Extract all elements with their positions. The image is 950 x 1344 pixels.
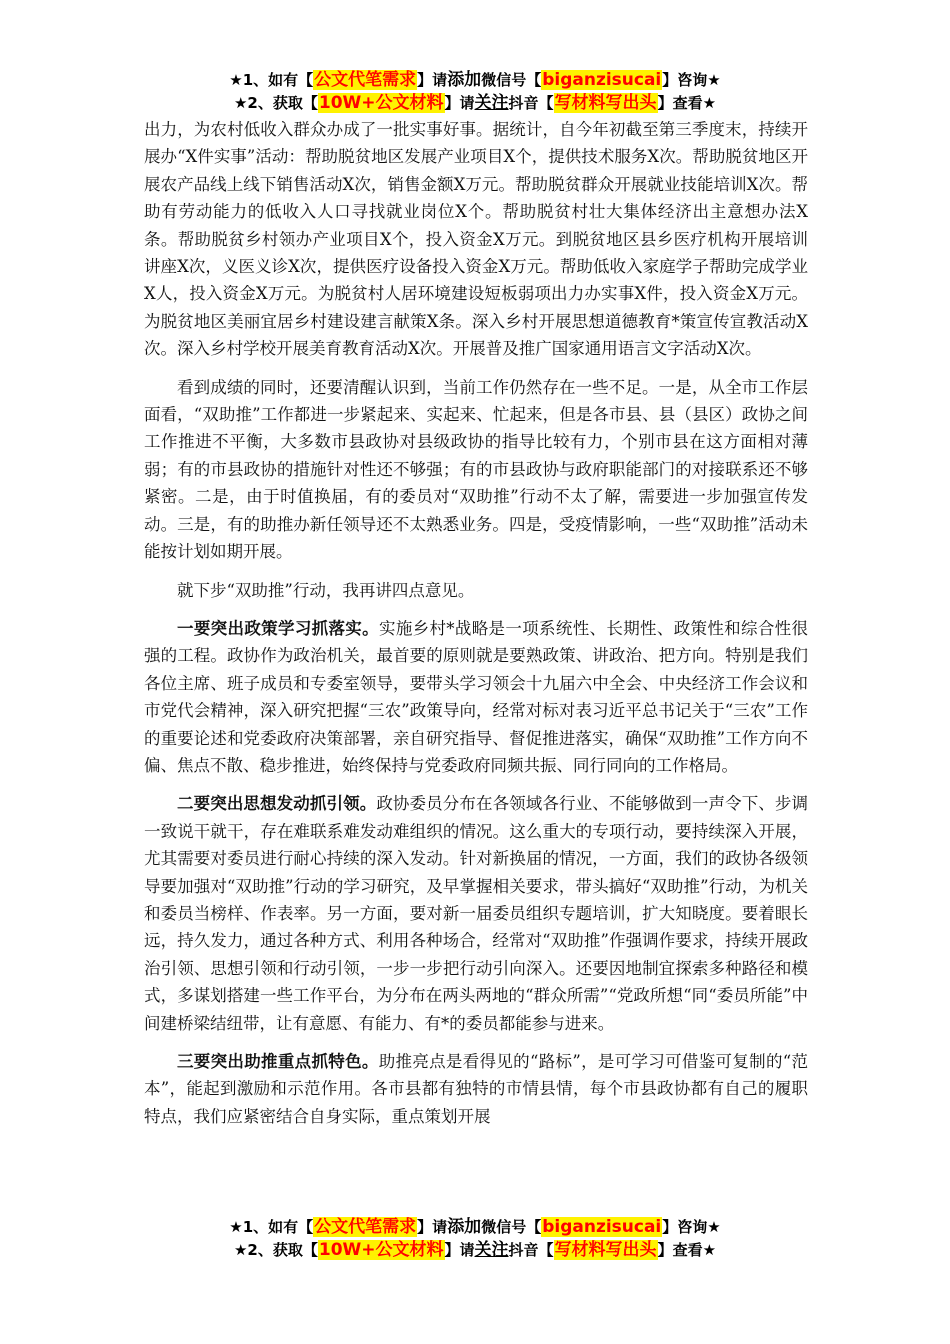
footer-banner — [0, 1216, 950, 1262]
paragraph — [144, 615, 808, 779]
banner-emphasis: 添加 — [447, 1217, 482, 1237]
banner-text: ★1、如有【 — [229, 71, 314, 89]
section-heading: 三要突出助推重点抓特色。 — [177, 1052, 379, 1071]
banner-text: ★1、如有【 — [229, 1218, 314, 1236]
banner-text: 】请 — [444, 1241, 475, 1259]
banner-text: ★2、获取【 — [233, 94, 318, 112]
banner-emphasis: 关注 — [474, 93, 509, 113]
section-heading: 二要突出思想发动抓引领。 — [177, 794, 377, 814]
banner-text: 】查看★ — [657, 94, 717, 112]
document-body — [144, 116, 808, 1141]
banner-douyin-id: 写材料写出头 — [554, 93, 657, 113]
banner-text: 】咨询★ — [662, 71, 721, 89]
banner-text: 抖音【 — [508, 94, 554, 112]
banner-highlight: 公文代笔需求 — [314, 70, 417, 90]
banner-line-2 — [0, 92, 950, 115]
banner-text: 微信号【 — [481, 1218, 542, 1236]
paragraph — [144, 1048, 808, 1130]
banner-text: ★2、获取【 — [233, 1241, 318, 1259]
paragraph-text: 助推亮点是看得见的“路标”，是可学习可借鉴可复制的“范本”，能起到激励和示范作用。各市县都有独特的市情县情，每个市县政协都有自己的履职特点，我们应紧密结合自身实际，重点策划开展 — [144, 1052, 809, 1126]
banner-douyin-id: 写材料写出头 — [554, 1240, 657, 1260]
banner-text: 】咨询★ — [662, 1218, 721, 1236]
banner-text: 】请 — [444, 94, 475, 112]
banner-text: 】查看★ — [657, 1241, 717, 1259]
banner-emphasis: 关注 — [474, 1240, 509, 1260]
banner-text: 】请 — [417, 1218, 448, 1236]
header-banner — [0, 69, 950, 115]
paragraph: 出力，为农村低收入群众办成了一批实事好事。据统计，自今年初截至第三季度末，持续开展办“X件实事”活动：帮助脱贫地区发展产业项目X个，提供技术服务X次。帮助脱贫地区开展农产品线上线下销售活动X次，销售金额X万元。帮助脱贫群众开展就业技能培训X次。帮助有劳动能力的低收入人口寻找就业岗位X个。帮助脱贫村壮大集体经济出主意想办法X条。帮助脱贫乡村领办产业项目X个，投入资金X万元。到脱贫地区县乡医疗机构开展培训讲座X次，义医义诊X次，提供医疗设备投入资金X万元。帮助低收入家庭学子帮助完成学业X人，投入资金X万元。为脱贫村人居环境建设短板弱项出力办实事X件，投入资金X万元。为脱贫地区美丽宜居乡村建设建言献策X条。深入乡村开展思想道德教育*策宣传宣教活动X次。深入乡村学校开展美育教育活动X次。开展普及推广国家通用语言文字活动X次。 — [144, 120, 808, 359]
banner-line-1 — [0, 1216, 950, 1239]
banner-wechat-id: biganzisucai — [542, 1217, 662, 1237]
paragraph-text: 政协委员分布在各领域各行业、不能够做到一声令下、步调一致说干就干，存在难联系难发动难组织的情况。这么重大的专项行动，要持续深入开展，尤其需要对委员进行耐心持续的深入发动。针对新换届的情况，一方面，我们的政协各级领导要加强对“双助推”行动的学习研究，及早掌握相关要求，带头搞好“双助推”行动，为机关和委员当榜样、作表率。另一方面，要对新一届委员组织专题培训，扩大知晓度。要着眼长远，持久发力，通过各种方式、利用各种场合，经常对“双助推”作强调作要求，持续开展政治引领、思想引领和行动引领，一步一步把行动引向深入。还要因地制宜探索多种路径和模式，多谋划搭建一些工作平台，为分布在两头两地的“群众所需”“党政所想“同“委员所能”中间建桥梁结纽带，让有意愿、有能力、有*的委员都能参与进来。 — [144, 794, 809, 1033]
banner-highlight: 10W+公文材料 — [318, 93, 444, 113]
banner-text: 】请 — [417, 71, 448, 89]
paragraph: 看到成绩的同时，还要清醒认识到，当前工作仍然存在一些不足。一是，从全市工作层面看，“双助推”工作都进一步紧起来、实起来、忙起来，但是各市县、县（县区）政协之间工作推进不平衡，大多数市县政协对县级政协的指导比较有力，个别市县在这方面相对薄弱；有的市县政协的措施针对性还不够强；有的市县政协与政府职能部门的对接联系还不够紧密。二是，由于时值换届，有的委员对“双助推”行动不太了解，需要进一步加强宣传发动。三是，有的助推办新任领导还不太熟悉业务。四是，受疫情影响，一些“双助推”活动未能按计划如期开展。 — [144, 377, 808, 562]
paragraph: 就下步“双助推”行动，我再讲四点意见。 — [177, 580, 475, 600]
banner-line-2 — [0, 1239, 950, 1262]
banner-line-1 — [0, 69, 950, 92]
banner-emphasis: 添加 — [447, 70, 482, 90]
paragraph-text: 实施乡村*战略是一项系统性、长期性、政策性和综合性很强的工程。政协作为政治机关，最首要的原则就是要熟政策、讲政治、把方向。特别是我们各位主席、班子成员和专委室领导，要带头学习领会十九届六中全会、中央经济工作会议和市党代会精神，深入研究把握“三农”政策导向，经常对标对表习近平总书记关于“三农”工作的重要论述和党委政府决策部署，亲自研究指导、督促推进落实，确保“双助推”工作方向不偏、焦点不散、稳步推进，始终保持与党委政府同频共振、同行同向的工作格局。 — [144, 618, 809, 775]
paragraph — [144, 790, 808, 1037]
banner-wechat-id: biganzisucai — [542, 70, 662, 90]
section-heading: 一要突出政策学习抓落实。 — [177, 618, 379, 638]
banner-text: 抖音【 — [508, 1241, 554, 1259]
banner-text: 微信号【 — [481, 71, 542, 89]
banner-highlight: 10W+公文材料 — [318, 1240, 444, 1260]
banner-highlight: 公文代笔需求 — [314, 1217, 417, 1237]
